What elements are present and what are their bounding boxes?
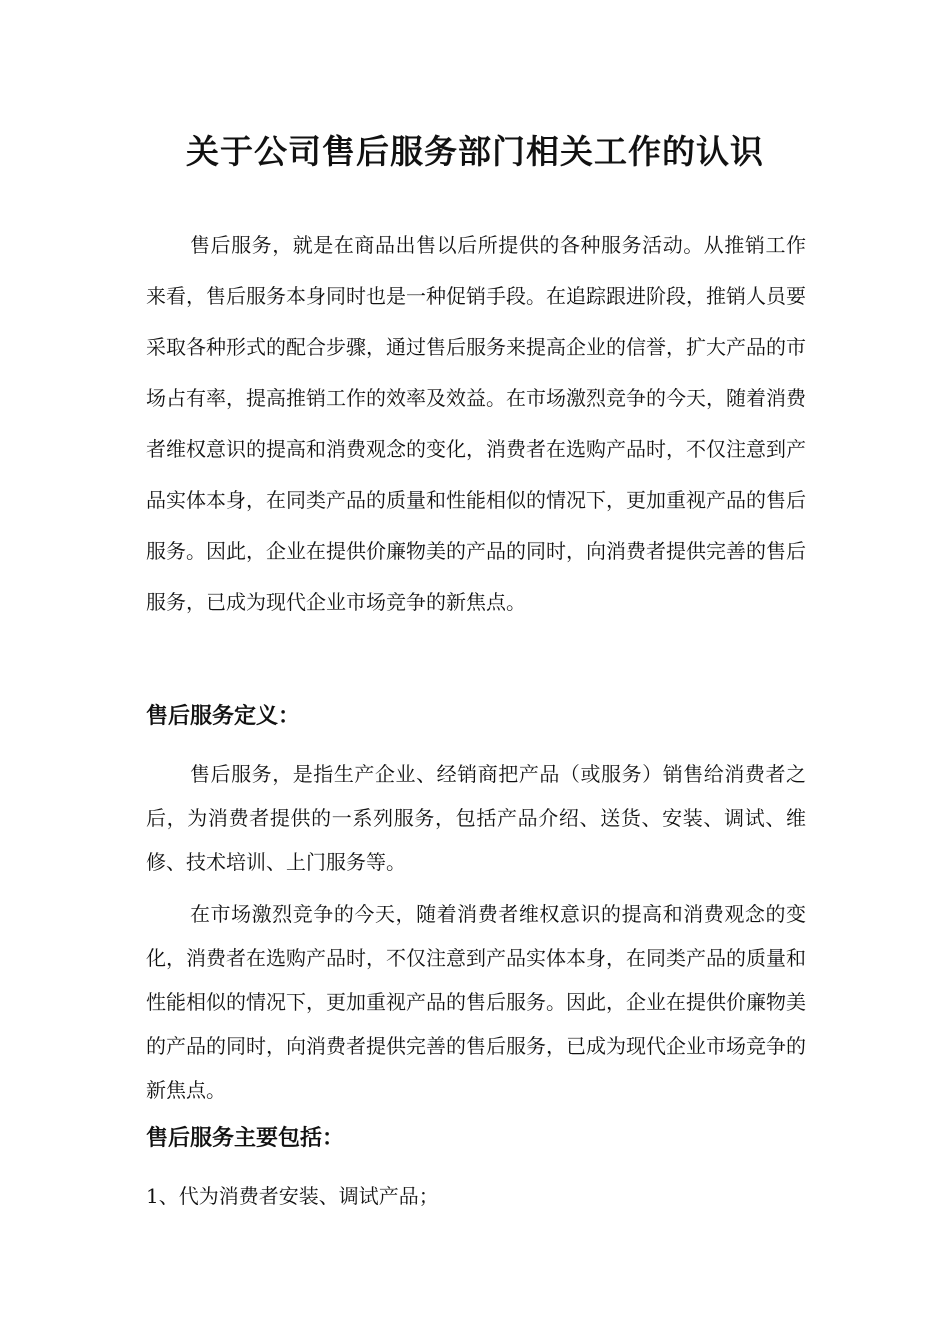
definition-paragraph-1: 售后服务，是指生产企业、经销商把产品（或服务）销售给消费者之后，为消费者提供的一系列服务，包括产品介绍、送货、安装、调试、维修、技术培训、上门服务等。 [146, 762, 806, 874]
scope-list [146, 1176, 439, 1216]
document-title: 关于公司售后服务部门相关工作的认识 [186, 132, 764, 171]
list-item: 1、代为消费者安装、调试产品； [146, 1184, 439, 1208]
section-heading-definition: 售后服务定义： [146, 704, 301, 729]
intro-paragraph: 售后服务，就是在商品出售以后所提供的各种服务活动。从推销工作来看，售后服务本身同时也是一种促销手段。在追踪跟进阶段，推销人员要采取各种形式的配合步骤，通过售后服务来提高企业的信誉，扩大产品的市场占有率，提高推销工作的效率及效益。在市场激烈竞争的今天，随着消费者维权意识的提高和消费观念的变化，消费者在选购产品时，不仅注意到产品实体本身，在同类产品的质量和性能相似的情况下，更加重视产品的售后服务。因此，企业在提供价廉物美的产品的同时，向消费者提供完善的售后服务，已成为现代企业市场竞争的新焦点。 [146, 233, 806, 614]
section-heading-scope: 售后服务主要包括： [146, 1126, 345, 1151]
definition-paragraph-2: 在市场激烈竞争的今天，随着消费者维权意识的提高和消费观念的变化，消费者在选购产品时，不仅注意到产品实体本身，在同类产品的质量和性能相似的情况下，更加重视产品的售后服务。因此，企业在提供价廉物美的产品的同时，向消费者提供完善的售后服务，已成为现代企业市场竞争的新焦点。 [146, 902, 806, 1102]
